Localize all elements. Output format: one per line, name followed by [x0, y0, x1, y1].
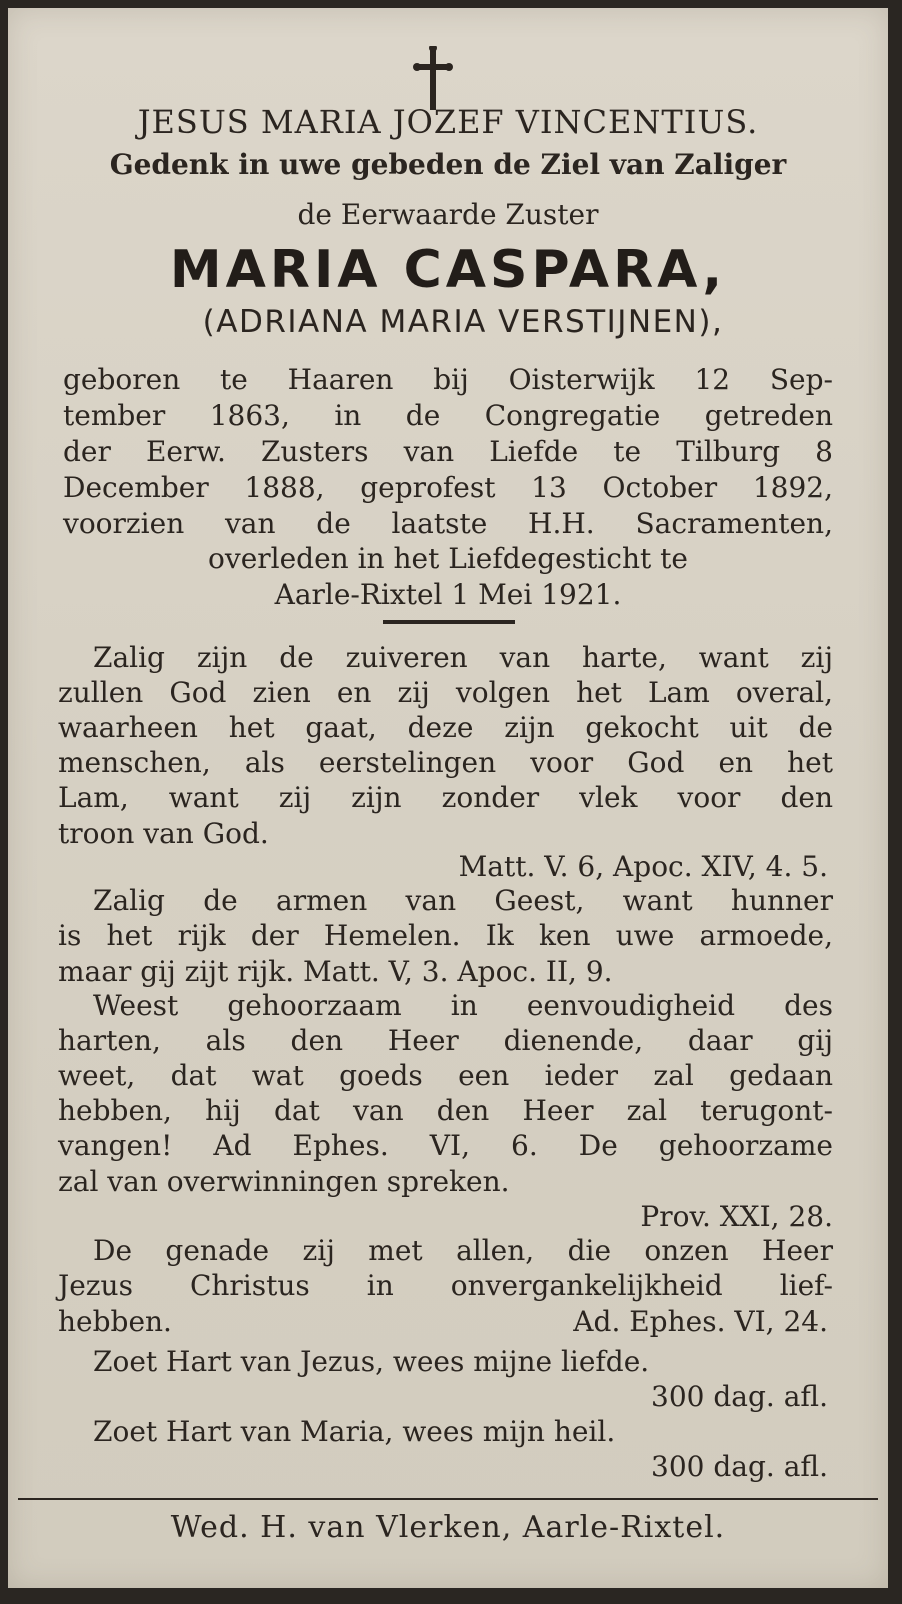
text-line: zal van overwinningen spreken.: [58, 1165, 510, 1198]
text-line: menschen, als eerstelingen voor God en het: [58, 746, 833, 779]
bio-line: geboren te Haaren bij Oisterwijk 12 Sep-: [63, 363, 833, 396]
ejaculation-prayer: Zoet Hart van Jezus, wees mijne liefde.: [93, 1345, 650, 1378]
text-line: hebben.: [58, 1305, 172, 1338]
text-line: weet, dat wat goeds een ieder zal gedaan: [58, 1059, 833, 1092]
ejaculation-prayer: Zoet Hart van Maria, wees mijn heil.: [93, 1415, 616, 1448]
divider: [383, 620, 515, 624]
bio-line: voorzien van de laatste H.H. Sacramenten,: [63, 507, 833, 540]
text-line: hebben, hij dat van den Heer zal terugont-: [58, 1094, 833, 1127]
bio-line: overleden in het Liefdegesticht te: [208, 542, 688, 575]
invocation: JESUS MARIA JOZEF VINCENTIUS.: [137, 103, 759, 141]
text-line: is het rijk der Hemelen. Ik ken uwe armoede,: [58, 919, 833, 952]
scripture-reference: Ad. Ephes. VI, 24.: [573, 1305, 828, 1338]
scripture-reference: Prov. XXI, 28.: [640, 1200, 833, 1233]
indulgence-note: 300 dag. afl.: [651, 1380, 828, 1413]
memorial-card: [8, 8, 888, 1588]
text-line: Jezus Christus in onvergankelijkheid lief-: [58, 1269, 833, 1302]
bio-line: der Eerw. Zusters van Liefde te Tilburg 8: [63, 435, 833, 468]
text-line: zullen God zien en zij volgen het Lam overal,: [58, 676, 833, 709]
bio-line: tember 1863, in de Congregatie getreden: [63, 399, 833, 432]
prayer-request: Gedenk in uwe gebeden de Ziel van Zaliger: [109, 148, 787, 181]
deceased-name: MARIA CASPARA,: [169, 240, 727, 300]
bio-line: Aarle-Rixtel 1 Mei 1921.: [274, 578, 622, 611]
title-line: de Eerwaarde Zuster: [297, 198, 599, 231]
text-line: waarheen het gaat, deze zijn gekocht uit de: [58, 711, 833, 744]
indulgence-note: 300 dag. afl.: [651, 1450, 828, 1483]
bio-line: December 1888, geprofest 13 October 1892,: [63, 471, 833, 504]
text-line: vangen! Ad Ephes. VI, 6. De gehoorzame: [58, 1129, 833, 1162]
text-line: troon van God.: [58, 817, 269, 850]
bottom-rule: [18, 1498, 878, 1500]
printer-imprint: Wed. H. van Vlerken, Aarle-Rixtel.: [170, 1510, 726, 1545]
text-line: Zalig zijn de zuiveren van harte, want zij: [93, 641, 833, 674]
birth-name: (ADRIANA MARIA VERSTIJNEN),: [202, 304, 724, 340]
text-line: Weest gehoorzaam in eenvoudigheid des: [93, 989, 833, 1022]
text-line: Lam, want zij zijn zonder vlek voor den: [58, 781, 833, 814]
text-line: Zalig de armen van Geest, want hunner: [93, 884, 833, 917]
text-line: maar gij zijt rijk. Matt. V, 3. Apoc. II, 9.: [58, 955, 613, 988]
text-line: De genade zij met allen, die onzen Heer: [93, 1234, 833, 1267]
text-line: harten, als den Heer dienende, daar gij: [58, 1024, 833, 1057]
scripture-reference: Matt. V. 6, Apoc. XIV, 4. 5.: [458, 850, 828, 883]
